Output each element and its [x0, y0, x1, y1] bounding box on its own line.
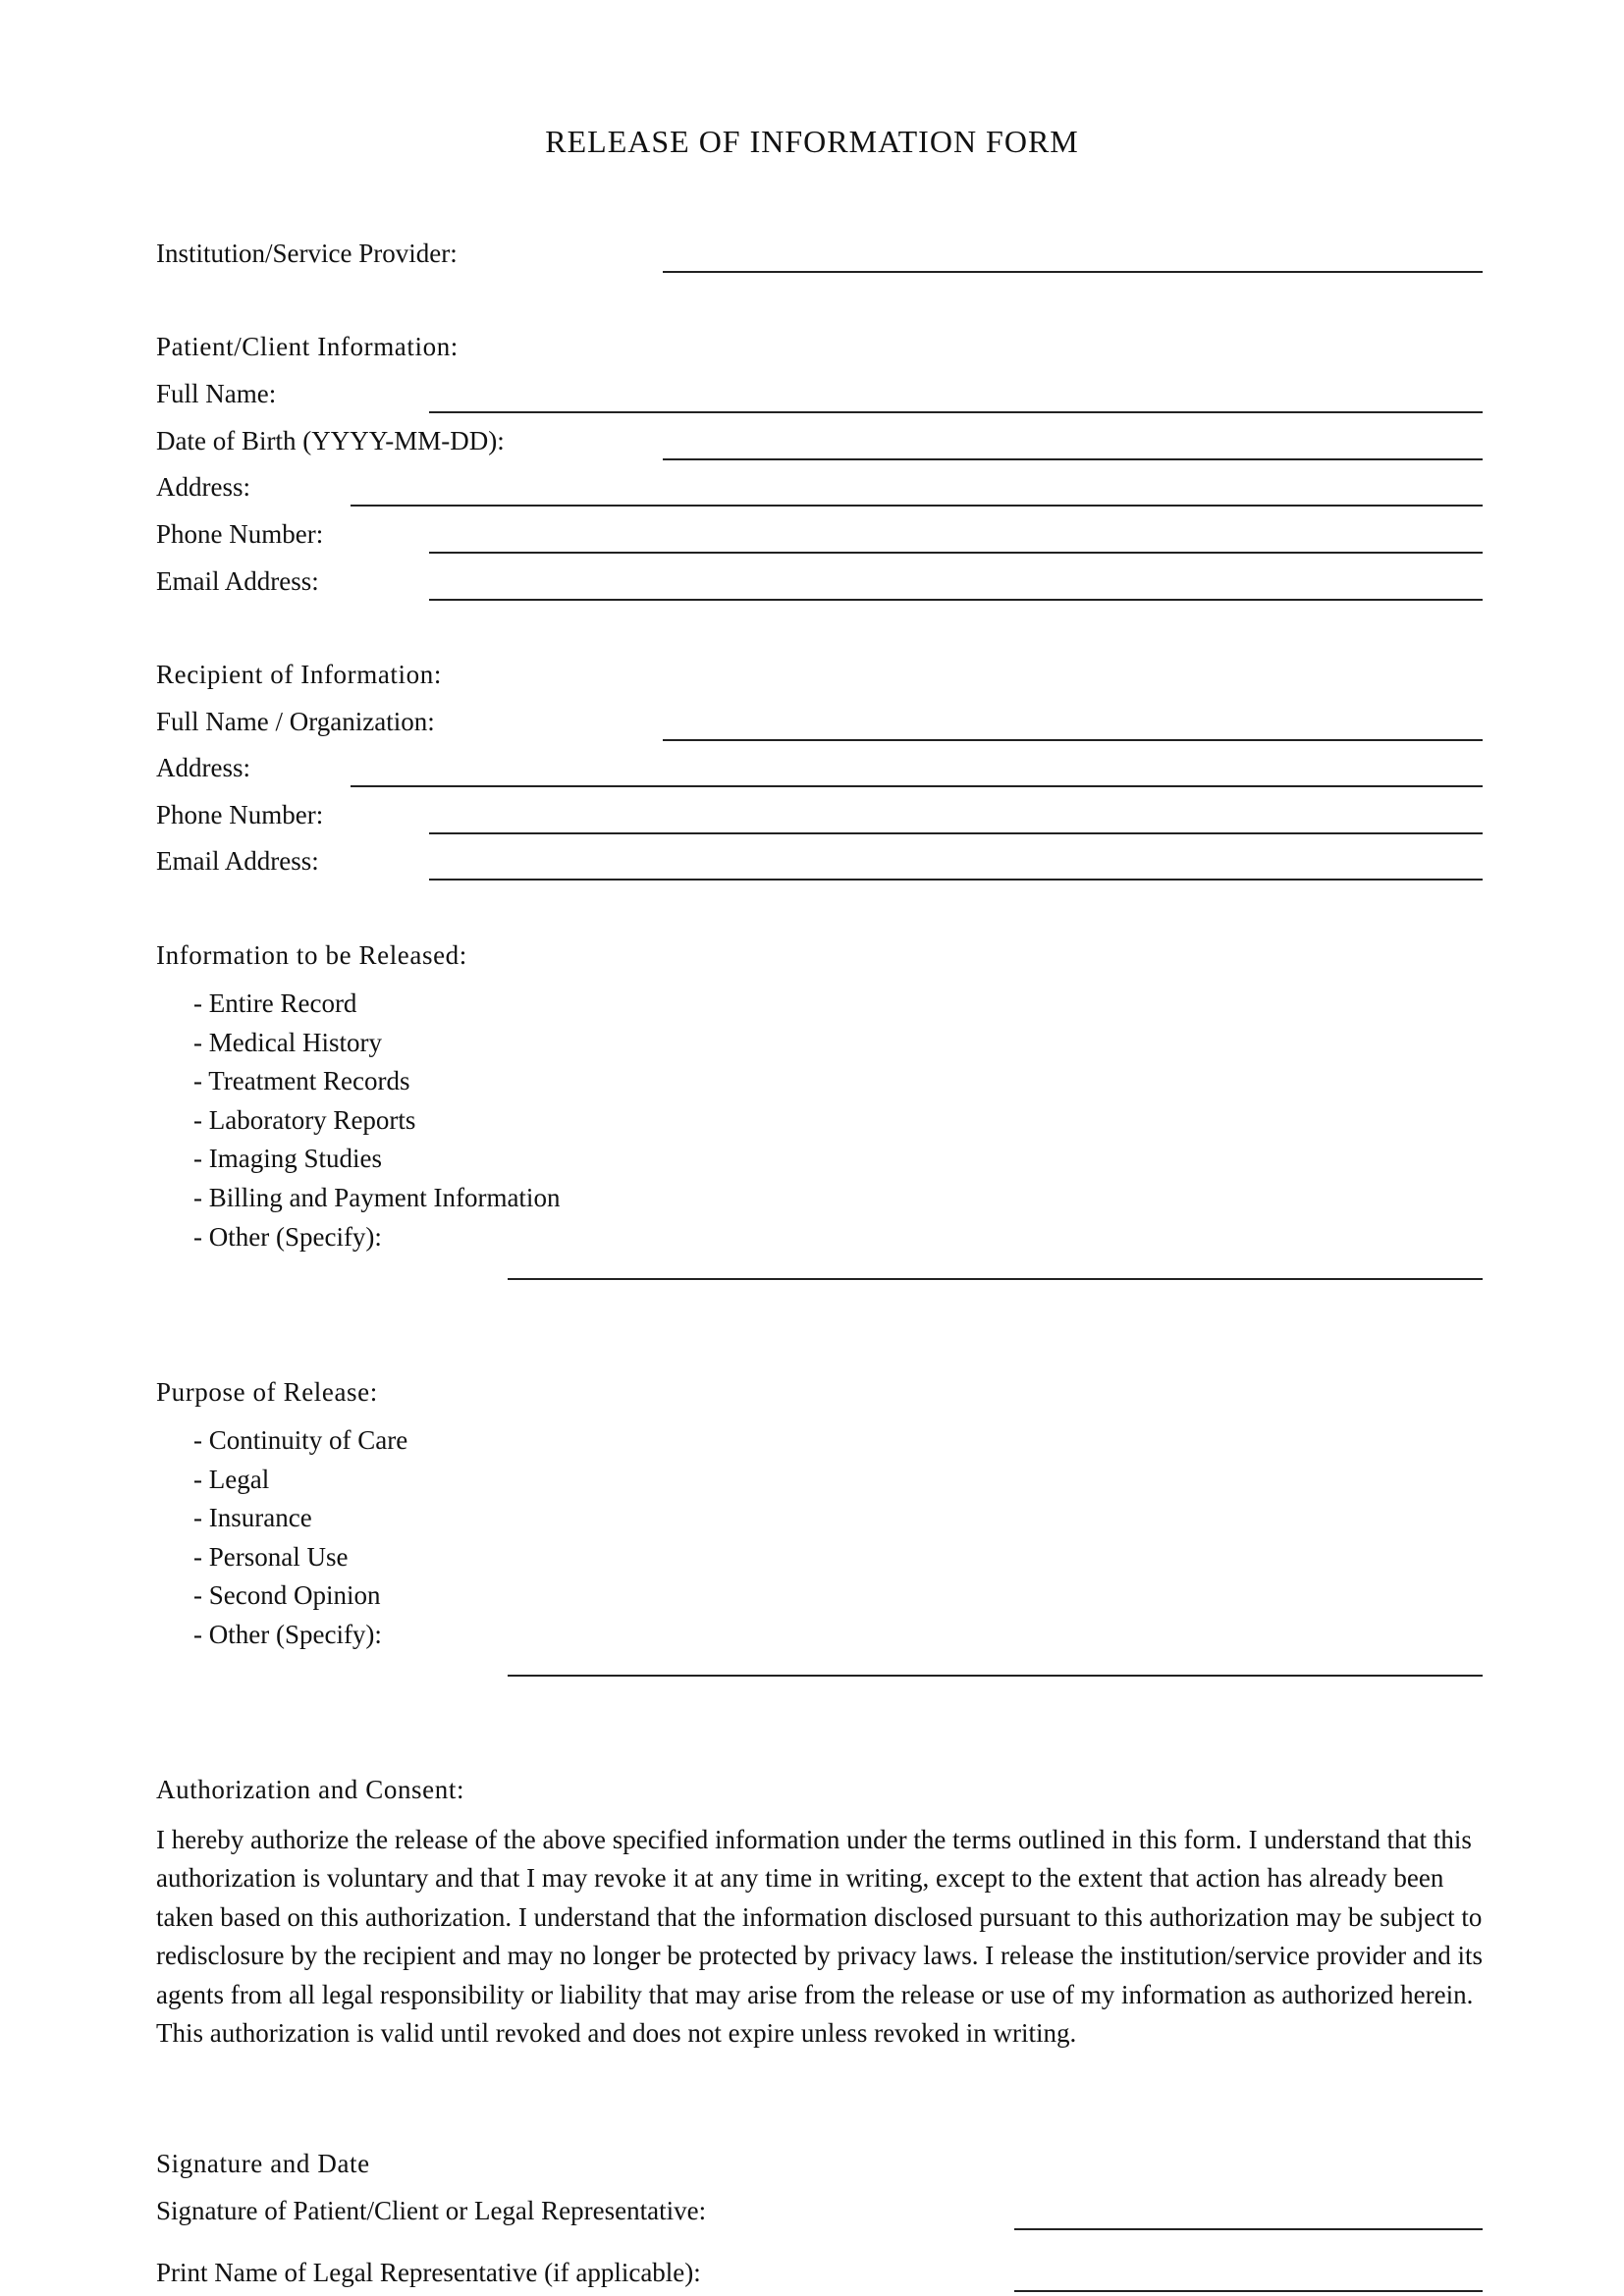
recipient-section-heading: Recipient of Information: — [156, 660, 442, 689]
patient-email-label: Email Address: — [156, 566, 319, 596]
information-other-specify-input-line[interactable] — [508, 1278, 1483, 1280]
list-item[interactable]: - Other (Specify): — [193, 1221, 382, 1252]
print-name-input-line[interactable] — [1014, 2290, 1483, 2292]
list-item[interactable]: - Imaging Studies — [193, 1144, 382, 1174]
patient-dob-input-line[interactable] — [663, 458, 1483, 460]
patient-full-name-input-line[interactable] — [429, 411, 1483, 413]
recipient-phone-label: Phone Number: — [156, 800, 324, 829]
signature-label: Signature of Patient/Client or Legal Representative: — [156, 2196, 707, 2225]
recipient-name-org-input-line[interactable] — [663, 739, 1483, 741]
list-item[interactable]: - Medical History — [193, 1027, 382, 1057]
patient-email-input-line[interactable] — [429, 599, 1483, 601]
signature-input-line[interactable] — [1014, 2228, 1483, 2230]
institution-input-line[interactable] — [663, 271, 1483, 273]
patient-section-heading: Patient/Client Information: — [156, 332, 459, 361]
form-title: RELEASE OF INFORMATION FORM — [545, 124, 1079, 159]
list-item[interactable]: - Laboratory Reports — [193, 1104, 416, 1135]
patient-full-name-label: Full Name: — [156, 379, 277, 408]
recipient-address-label: Address: — [156, 753, 250, 782]
recipient-email-label: Email Address: — [156, 846, 319, 876]
list-item[interactable]: - Personal Use — [193, 1541, 349, 1572]
list-item[interactable]: - Continuity of Care — [193, 1425, 408, 1455]
list-item[interactable]: - Entire Record — [193, 988, 357, 1018]
patient-address-input-line[interactable] — [351, 505, 1483, 507]
purpose-heading: Purpose of Release: — [156, 1377, 378, 1407]
print-name-label: Print Name of Legal Representative (if applicable): — [156, 2258, 701, 2287]
patient-address-label: Address: — [156, 472, 250, 502]
list-item[interactable]: - Other (Specify): — [193, 1619, 382, 1649]
purpose-list — [193, 1421, 407, 1655]
recipient-address-input-line[interactable] — [351, 785, 1483, 787]
list-item[interactable]: - Insurance — [193, 1503, 312, 1533]
authorization-heading: Authorization and Consent: — [156, 1775, 465, 1804]
patient-phone-label: Phone Number: — [156, 519, 324, 549]
signature-heading: Signature and Date — [156, 2149, 370, 2178]
list-item[interactable]: - Billing and Payment Information — [193, 1182, 561, 1212]
recipient-name-org-label: Full Name / Organization: — [156, 707, 435, 736]
recipient-email-input-line[interactable] — [429, 879, 1483, 881]
purpose-other-specify-input-line[interactable] — [508, 1675, 1483, 1677]
information-released-list — [193, 985, 560, 1256]
list-item[interactable]: - Legal — [193, 1464, 270, 1494]
authorization-text: I hereby authorize the release of the above specified information under the terms outlined in this form. I understand that this authorization is voluntary and that I may revoke it at any time in writing, except to the extent that action has already been taken based on this authorization. I understand that the information disclosed pursuant to this authorization may be subject to redisclosure by the recipient and may no longer be protected by privacy laws. I release the institution/service provider and its agents from all legal responsibility or liability that may arise from the release or use of my information as authorized herein. This authorization is valid until revoked and does not expire unless revoked in writing. — [156, 1825, 1484, 2049]
recipient-phone-input-line[interactable] — [429, 832, 1483, 834]
patient-dob-label: Date of Birth (YYYY-MM-DD): — [156, 426, 505, 455]
list-item[interactable]: - Second Opinion — [193, 1580, 381, 1611]
information-released-heading: Information to be Released: — [156, 940, 467, 970]
institution-label: Institution/Service Provider: — [156, 239, 458, 268]
patient-phone-input-line[interactable] — [429, 552, 1483, 554]
list-item[interactable]: - Treatment Records — [193, 1066, 410, 1096]
